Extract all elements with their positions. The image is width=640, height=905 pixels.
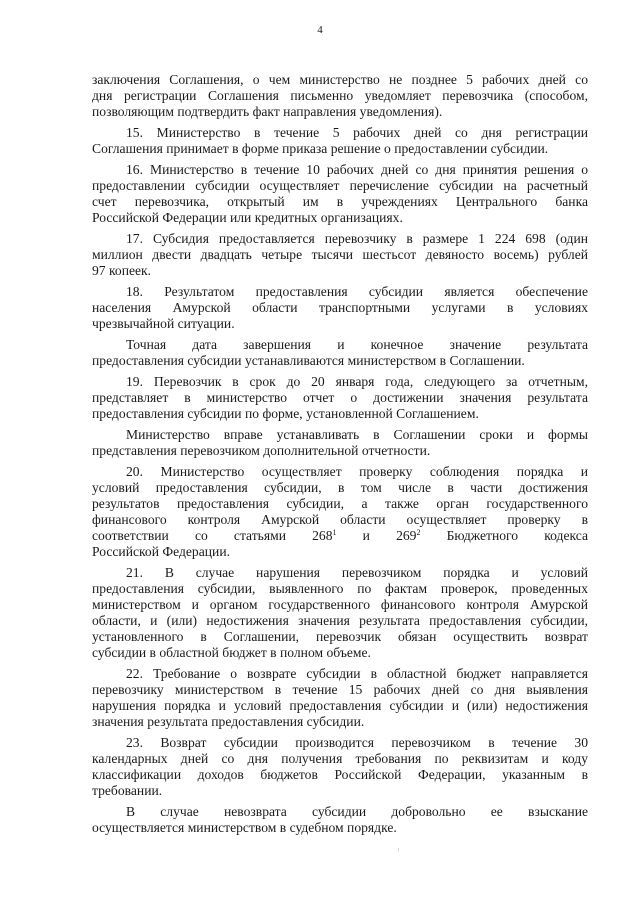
paragraph-line: представляет в министерство отчет о достижении значения результата <box>92 390 588 405</box>
paragraph-line: Российской Федерации или кредитных организациях. <box>92 210 403 225</box>
paragraph-line: министерством и органом государственного финансового контроля Амурской <box>92 597 588 612</box>
document-body <box>92 72 588 841</box>
paragraph-line: 16. Министерство в течение 10 рабочих дней со дня принятия решения о <box>126 162 588 177</box>
paragraph-line: чрезвычайной ситуации. <box>92 316 235 331</box>
paragraph-line: предоставлении субсидии осуществляет перечисление субсидии на расчетный <box>92 178 588 193</box>
paragraph-line: В случае невозврата субсидии добровольно ее взыскание <box>126 804 588 819</box>
paragraph-line: 21. В случае нарушения перевозчиком порядка и условий <box>126 565 588 580</box>
page-number: 4 <box>317 24 323 36</box>
paragraph-p23 <box>92 735 588 799</box>
paragraph-line: календарных дней со дня получения требования по реквизитам и коду <box>92 751 588 766</box>
paragraph-line: 17. Субсидия предоставляется перевозчику в размере 1 224 698 (один <box>126 231 588 246</box>
paragraph-p20 <box>92 464 588 560</box>
paragraph-line: финансового контроля Амурской области осуществляет проверку в <box>92 512 588 527</box>
paragraph-p22 <box>92 666 588 730</box>
paragraph-line: представления перевозчиком дополнительной отчетности. <box>92 443 431 458</box>
paragraph-line: Точная дата завершения и конечное значение результата <box>126 337 588 352</box>
paragraph-line: области, и (или) недостижения значения результата предоставления субсидии, <box>92 613 588 628</box>
paragraph-line: 23. Возврат субсидии производится перевозчиком в течение 30 <box>126 735 588 750</box>
paragraph-line: 18. Результатом предоставления субсидии является обеспечение <box>126 284 588 299</box>
scan-mark <box>398 848 399 851</box>
paragraph-p15 <box>92 125 588 157</box>
paragraph-line: дня регистрации Соглашения письменно уведомляет перевозчика (способом, <box>92 88 588 103</box>
paragraph-line: 19. Перевозчик в срок до 20 января года, следующего за отчетным, <box>126 374 588 389</box>
paragraph-line: позволяющим подтвердить факт направления уведомления). <box>92 104 443 119</box>
paragraph-p18b <box>92 337 588 369</box>
paragraph-p17 <box>92 231 588 279</box>
paragraph-line: предоставления субсидии устанавливаются министерством в Соглашении. <box>92 353 525 368</box>
paragraph-p16 <box>92 162 588 226</box>
paragraph-line: классификации доходов бюджетов Российской Федерации, указанным в <box>92 767 588 782</box>
paragraph-line: Российской Федерации. <box>92 544 230 559</box>
paragraph-line: осуществляется министерством в судебном порядке. <box>92 820 397 835</box>
paragraph-p18 <box>92 284 588 332</box>
paragraph-line: миллион двести двадцать четыре тысячи шестьсот девяносто восемь) рублей <box>92 247 588 262</box>
paragraph-line: заключения Соглашения, о чем министерство не позднее 5 рабочих дней со <box>92 72 588 87</box>
paragraph-line: требовании. <box>92 783 163 798</box>
paragraph-line: перевозчику министерством в течение 15 рабочих дней со дня выявления <box>92 682 588 697</box>
paragraph-p19b <box>92 427 588 459</box>
paragraph-line: соответствии со статьями $268^1$ и $269^2$ Бюджетного кодекса <box>92 528 588 543</box>
paragraph-line: счет перевозчика, открытый им в учреждениях Центрального банка <box>92 194 588 209</box>
paragraph-line: предоставления субсидии по форме, установленной Соглашением. <box>92 406 479 421</box>
paragraph-line: Соглашения принимает в форме приказа решение о предоставлении субсидии. <box>92 141 549 156</box>
paragraph-line: 20. Министерство осуществляет проверку соблюдения порядка и <box>126 464 588 479</box>
paragraph-p23b <box>92 804 588 836</box>
paragraph-line: населения Амурской области транспортными услугами в условиях <box>92 300 588 315</box>
paragraph-line: условий предоставления субсидии, в том числе в части достижения <box>92 480 588 495</box>
paragraph-line: результатов предоставления субсидии, а также орган государственного <box>92 496 588 511</box>
paragraph-line: нарушения порядка и условий предоставления субсидии и (или) недостижения <box>92 698 588 713</box>
paragraph-p-cont <box>92 72 588 120</box>
paragraph-line: субсидии в областной бюджет в полном объеме. <box>92 645 371 660</box>
paragraph-p19 <box>92 374 588 422</box>
paragraph-line: предоставления субсидии, выявленного по фактам проверок, проведенных <box>92 581 588 596</box>
paragraph-line: значения результата предоставления субсидии. <box>92 714 365 729</box>
paragraph-line: 97 копеек. <box>92 263 152 278</box>
paragraph-line: 22. Требование о возврате субсидии в областной бюджет направляется <box>126 666 588 681</box>
paragraph-line: Министерство вправе устанавливать в Соглашении сроки и формы <box>126 427 588 442</box>
paragraph-p21 <box>92 565 588 661</box>
paragraph-line: 15. Министерство в течение 5 рабочих дней со дня регистрации <box>126 125 588 140</box>
paragraph-line: установленного в Соглашении, перевозчик обязан осуществить возврат <box>92 629 588 644</box>
